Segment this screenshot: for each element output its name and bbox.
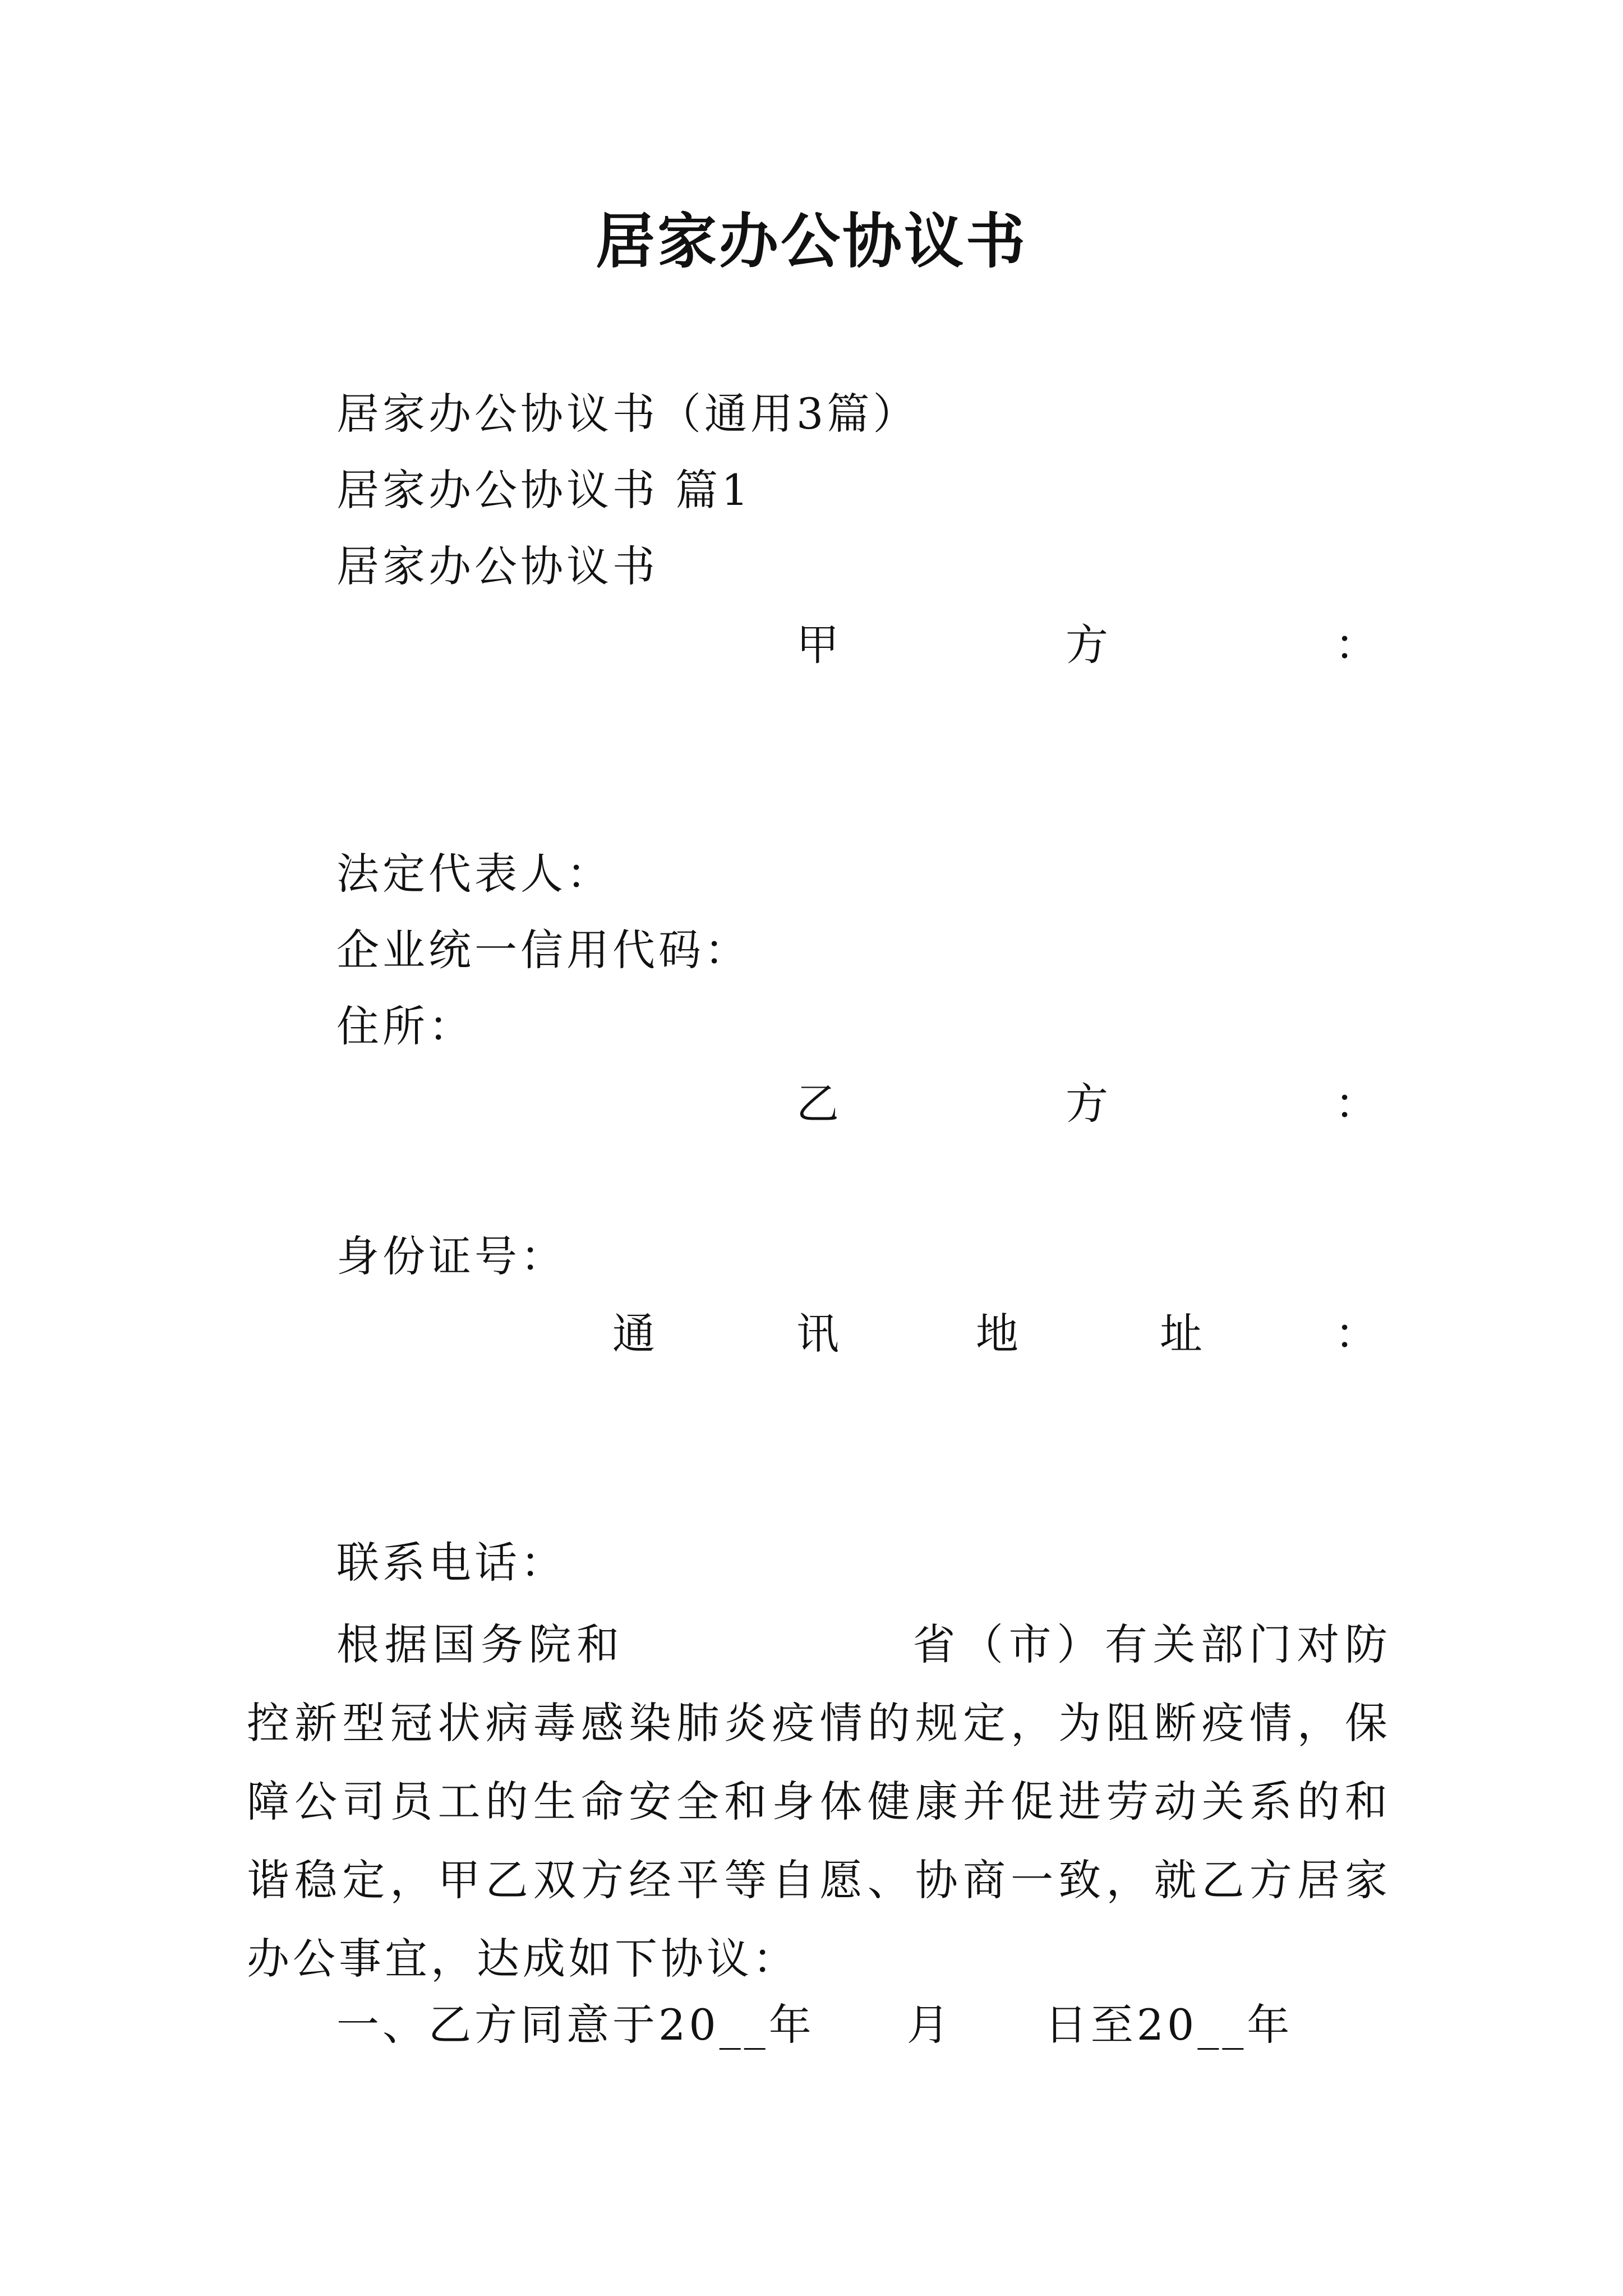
party-a-char-2: 方 [1066,620,1108,670]
party-b-line [0,1076,1623,1132]
id-number-field: 身份证号： [336,1231,566,1281]
party-a-colon: ： [1335,620,1377,670]
party-b-char-1: 乙 [796,1079,839,1129]
mailing-char-4: 址 [1160,1309,1202,1359]
phone-field: 联系电话： [336,1538,566,1588]
mailing-char-1: 通 [612,1309,655,1359]
mailing-address-line [0,1306,1623,1362]
party-a-line [0,617,1623,673]
address-field: 住所： [336,1001,474,1051]
party-b-char-2: 方 [1066,1079,1108,1129]
agreement-heading: 居家办公协议书 [336,541,658,591]
body-paragraph: 根据国务院和 省（市）有关部门对防控新型冠状病毒感染肺炎疫情的规定，为阻断疫情，保障公司员工的生命安全和身体健康并促进劳动关系的和谐稳定，甲乙双方经平等自愿、协商一致，就乙方居家办公事宜，达成如下协议： [247,1619,1391,1984]
credit-code-field: 企业统一信用代码： [336,925,750,975]
party-b-colon: ： [1335,1079,1377,1129]
legal-representative-field: 法定代表人： [336,849,612,899]
document-title: 居家办公协议书 [596,206,1027,276]
mailing-char-2: 讯 [796,1309,839,1359]
section-heading: 居家办公协议书 篇1 [336,465,752,515]
document-subtitle: 居家办公协议书（通用3篇） [336,389,919,439]
party-a-char-1: 甲 [796,620,839,670]
mailing-char-3: 地 [976,1309,1018,1359]
mailing-colon: ： [1335,1309,1377,1359]
clause-one: 一、乙方同意于20__年 月 日至20__年 [336,2000,1293,2050]
